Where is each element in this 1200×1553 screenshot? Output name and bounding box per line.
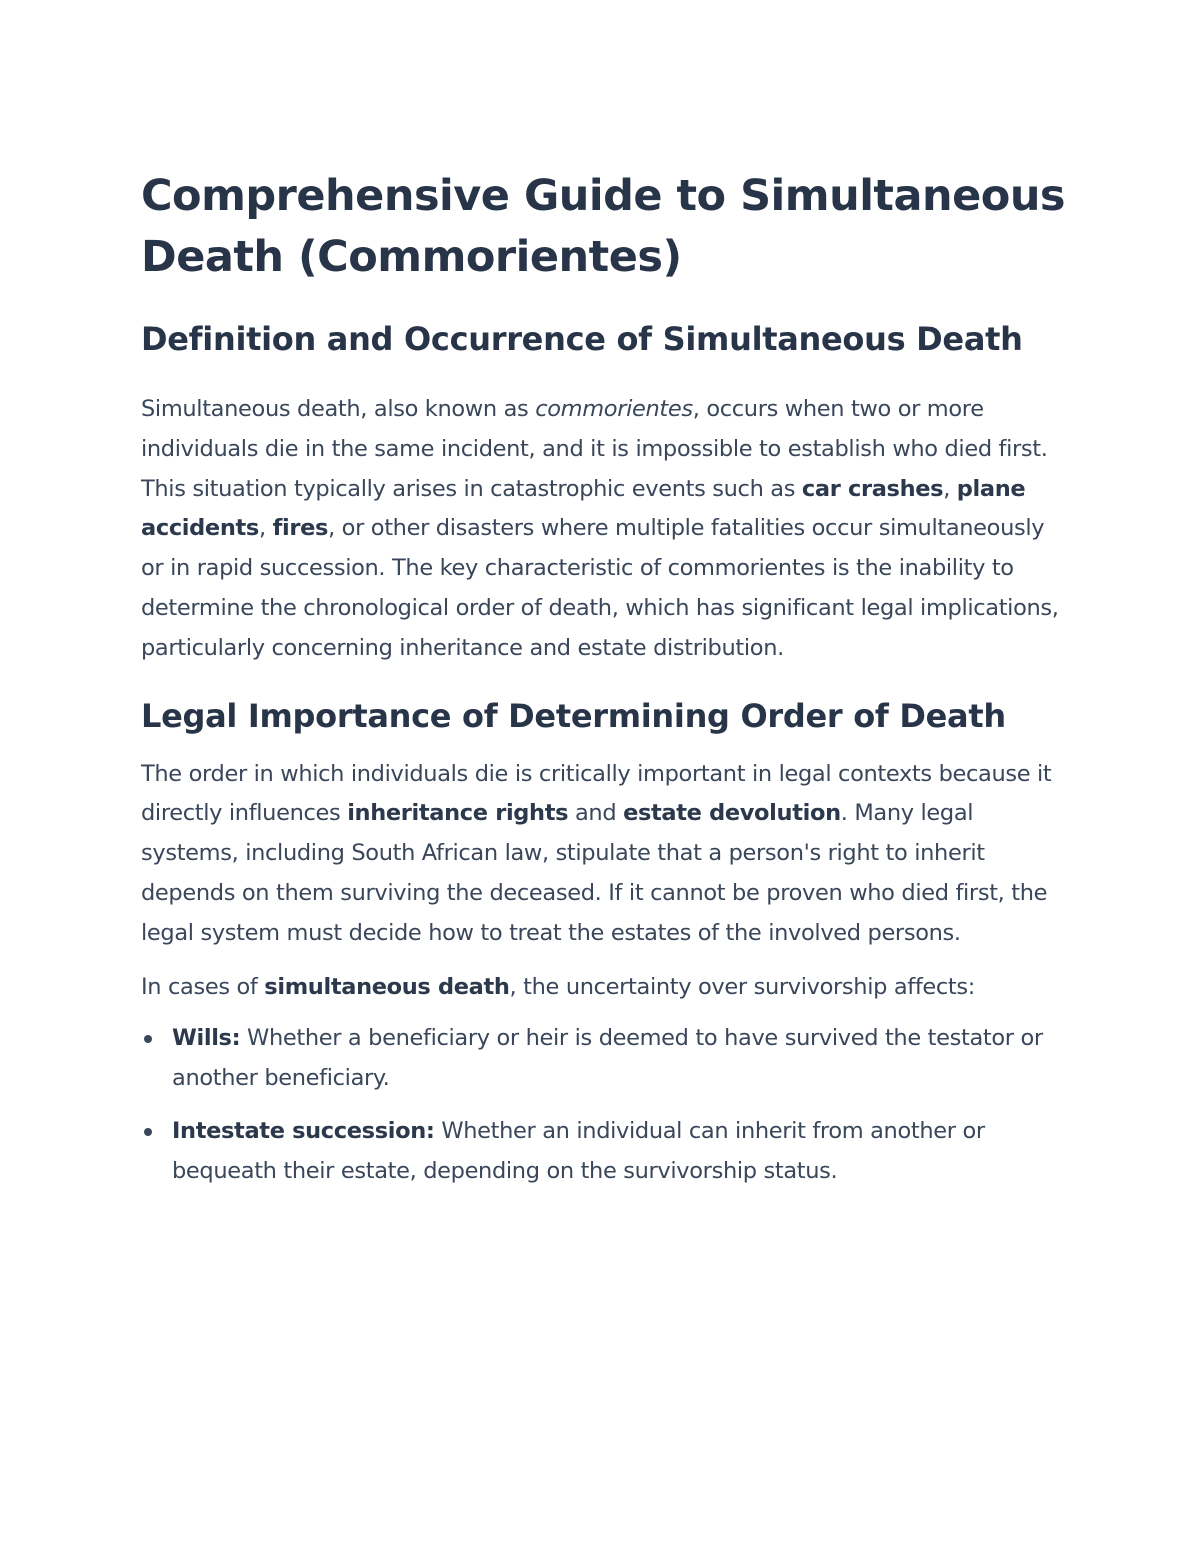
bold-term: inheritance rights	[347, 800, 569, 827]
list-item-label: Intestate succession:	[172, 1117, 435, 1144]
list-item-text: Whether an individual can inherit from another or bequeath their estate, depending on the survivorship status.	[172, 1117, 985, 1184]
text-span: and	[568, 800, 624, 827]
bold-term: fires	[272, 515, 329, 542]
bold-term: simultaneous death	[264, 973, 510, 1000]
bold-term: estate devolution	[623, 800, 841, 827]
survivorship-effects-list	[141, 1019, 1066, 1191]
section-heading-definition: Definition and Occurrence of Simultaneous Death	[141, 320, 1023, 358]
text-span: , the uncertainty over survivorship affects:	[509, 973, 976, 1000]
list-item-label: Wills:	[172, 1025, 241, 1052]
text-span: , or other disasters where multiple fatalities occur simultaneously or in rapid succession. The key characteristic of commorientes is the inability to determine the chronological order of death, which has significant legal implications, particularly concerning inheritance and estate distribution.	[141, 515, 1059, 661]
bold-term: car crashes	[801, 475, 944, 502]
text-span: ,	[258, 515, 273, 542]
term-commorientes: commorientes	[535, 396, 693, 422]
text-span: . Many legal systems, including South African law, stipulate that a person's right to inherit depends on them surviving the deceased. If it cannot be proven who died first, the legal system must decide how to treat the estates of the involved persons.	[141, 800, 1048, 946]
text-span: , occurs when two or more individuals die in the same incident, and it is impossible to establish who died first. This situation typically arises in catastrophic events such as	[141, 396, 1048, 502]
section-heading-legal-importance: Legal Importance of Determining Order of Death	[141, 696, 1006, 735]
bullet-icon	[144, 1035, 152, 1043]
list-item	[141, 1019, 1066, 1099]
definition-paragraph	[141, 390, 1066, 669]
list-item	[141, 1112, 1066, 1192]
bold-term: plane accidents	[141, 475, 1026, 542]
list-item-text: Whether a beneficiary or heir is deemed to have survived the testator or another beneficiary.	[172, 1025, 1043, 1092]
legal-importance-paragraph	[141, 755, 1066, 954]
bullet-icon	[144, 1128, 152, 1136]
text-span: ,	[943, 475, 957, 502]
text-span: The order in which individuals die is critically important in legal contexts because it directly influences	[141, 760, 1052, 827]
survivorship-intro-paragraph	[141, 968, 1066, 1008]
text-span: In cases of	[141, 973, 265, 1000]
document-title: Comprehensive Guide to Simultaneous Death (Commorientes)	[141, 171, 1066, 282]
text-span: Simultaneous death, also known as	[141, 396, 536, 422]
document-page	[141, 166, 1066, 1205]
